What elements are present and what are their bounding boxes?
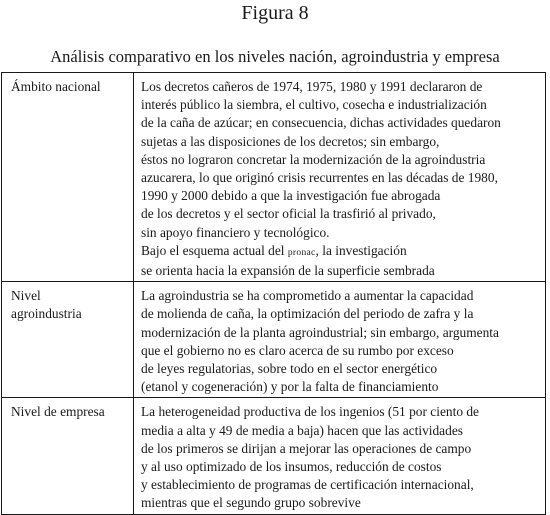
text-line-pronac — [141, 242, 541, 262]
row-text-company — [134, 398, 546, 514]
table-row-company — [2, 398, 546, 514]
text-line: de la caña de azúcar; en consecuencia, dichas actividades quedaron — [141, 115, 501, 131]
text-line: mientras que el segundo grupo sobrevive — [141, 495, 361, 511]
comparison-table — [1, 72, 546, 515]
text-line: de los decretos y el sector oficial la trasfirió al privado, — [141, 206, 436, 222]
table-row-agroindustry — [2, 282, 546, 398]
text-line: se orienta hacia la expansión de la superficie sembrada — [141, 263, 435, 279]
row-label-line: agroindustria — [11, 306, 82, 322]
text-line: y al uso optimizado de los insumos, reducción de costos — [141, 459, 442, 475]
text-line: Los decretos cañeros de 1974, 1975, 1980 y 1991 declararon de — [141, 79, 483, 94]
table-row-national — [2, 73, 546, 282]
text-line: modernización de la planta agroindustrial; sin embargo, argumenta — [141, 324, 499, 340]
text-line: La agroindustria se ha comprometido a aumentar la capacidad — [141, 288, 474, 304]
text-line: de los primeros se dirijan a mejorar las operaciones de campo — [141, 440, 472, 456]
row-label-line: Ámbito nacional — [11, 79, 101, 94]
text-fragment: Bajo el esquema actual del — [141, 242, 288, 258]
text-line: media a alta y 49 de media a baja) hacen que las actividades — [141, 422, 463, 438]
text-line: que el gobierno no es claro acerca de su rumbo por exceso — [141, 342, 454, 358]
pronac-acronym: pronac — [287, 247, 316, 258]
text-line: 1990 y 2000 debido a que la investigación fue abrogada — [141, 188, 441, 204]
figure-label: Figura 8 — [241, 2, 309, 24]
text-fragment: , la investigación — [315, 242, 407, 258]
text-line: (etanol y cogeneración) y por la falta de financiamiento — [141, 379, 439, 395]
row-label-agroindustry — [2, 282, 134, 398]
row-label-line: Nivel — [11, 288, 41, 304]
row-text-national — [134, 73, 546, 282]
text-line: azucarera, lo que originó crisis recurrentes en las décadas de 1980, — [141, 170, 498, 186]
row-text-agroindustry — [134, 282, 546, 398]
text-line: y establecimiento de programas de certificación internacional, — [141, 477, 474, 493]
text-line: de leyes regulatorias, sobre todo en el sector energético — [141, 361, 438, 377]
text-line: sin apoyo financiero y tecnológico. — [141, 224, 330, 240]
text-line: La heterogeneidad productiva de los ingenios (51 por ciento de — [141, 404, 480, 420]
row-label-company — [2, 398, 134, 514]
figure-caption: Análisis comparativo en los niveles nación, agroindustria y empresa — [50, 47, 500, 66]
text-line: sujetas a las disposiciones de los decretos; sin embargo, — [141, 133, 440, 149]
text-line: éstos no lograron concretar la modernización de la agroindustria — [141, 151, 486, 167]
text-line: de molienda de caña, la optimización del periodo de zafra y la — [141, 306, 474, 322]
row-label-national — [2, 73, 134, 282]
row-label-line: Nivel de empresa — [11, 404, 105, 420]
text-line: interés público la siembra, el cultivo, cosecha e industrialización — [141, 97, 487, 113]
